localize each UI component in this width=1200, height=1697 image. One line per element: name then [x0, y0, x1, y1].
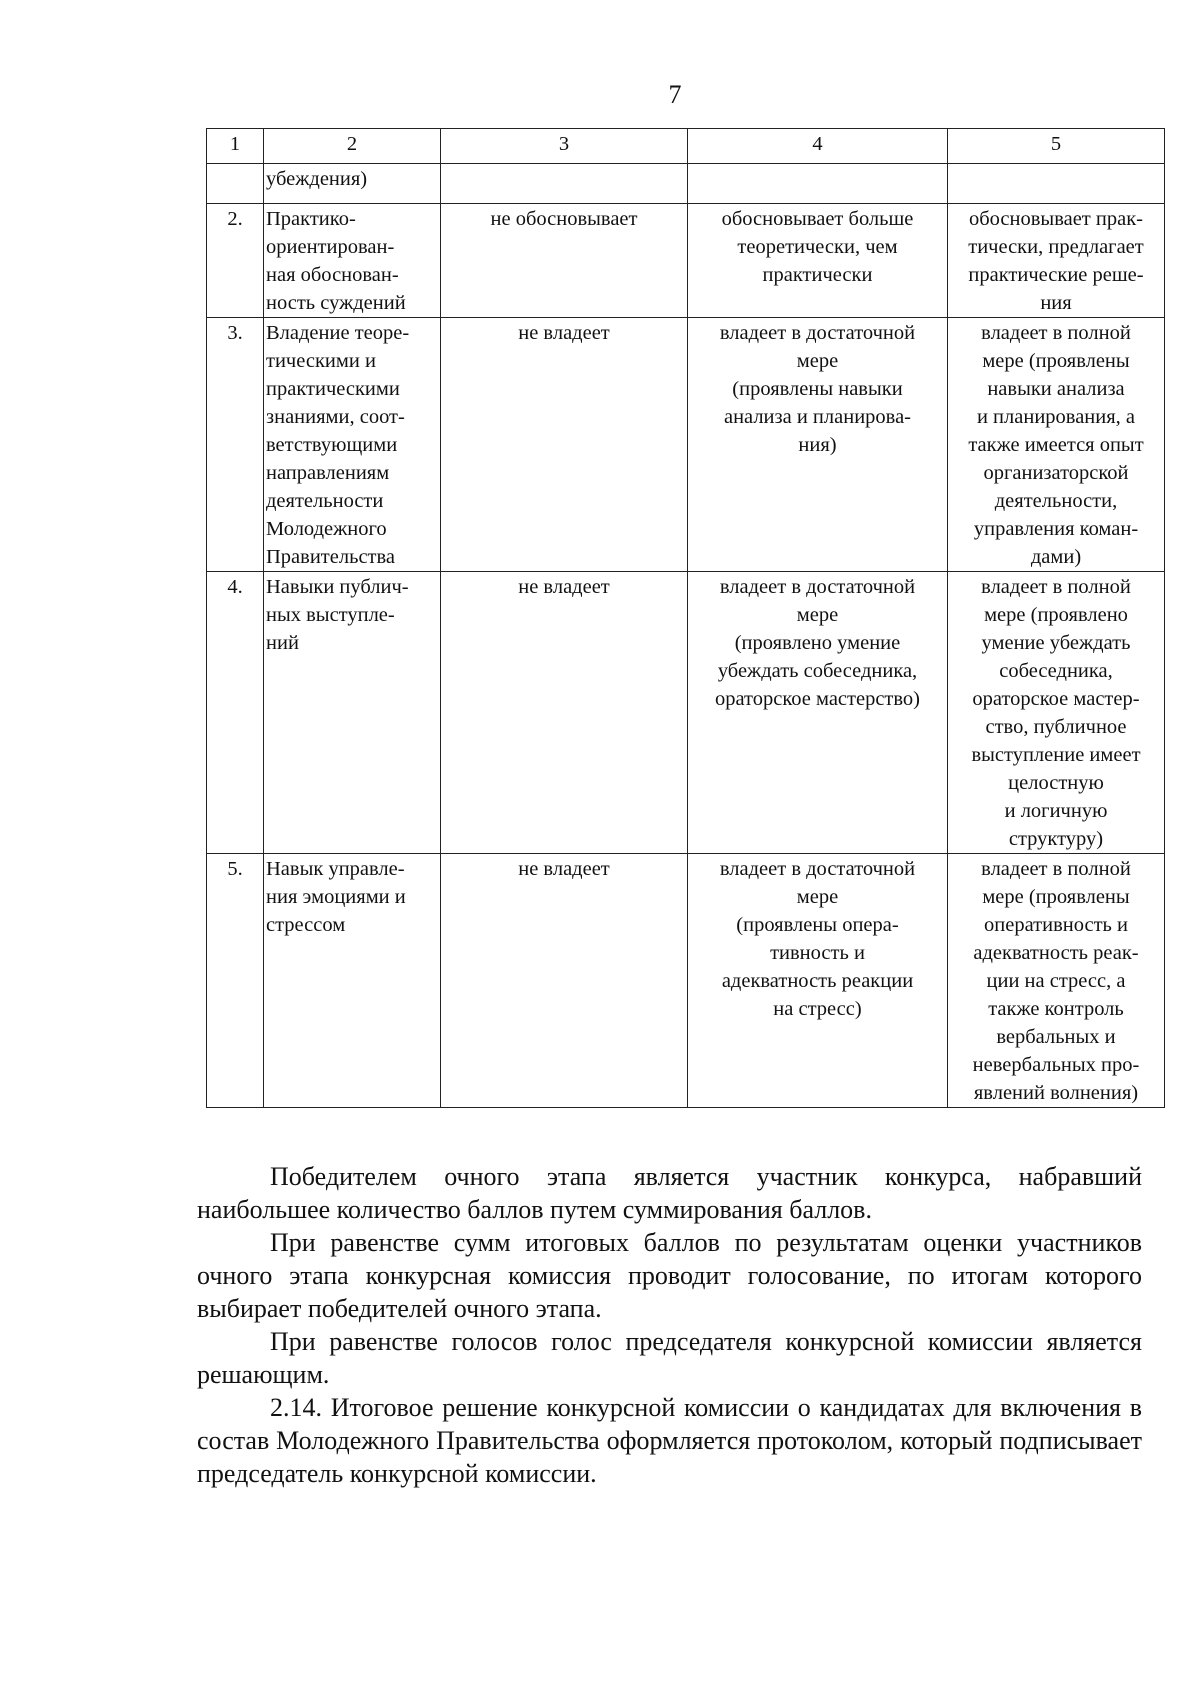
criteria-table	[206, 128, 1165, 1108]
cell-level-0	[441, 164, 688, 204]
cell-level-2: владеет в полной мере (проявлены навыки анализа и планирования, а также имеется опыт организаторской деятельности, управления коман- дами)	[948, 318, 1165, 572]
cell-criterion: Навык управле- ния эмоциями и стрессом	[264, 854, 441, 1108]
cell-level-0: не владеет	[441, 318, 688, 572]
paragraph-tie-votes: При равенстве голосов голос председателя конкурсной комиссии является решающим.	[197, 1327, 1142, 1389]
cell-level-1: владеет в достаточной мере (проявлено умение убеждать собеседника, ораторское мастерство)	[688, 572, 948, 854]
cell-level-0: не владеет	[441, 854, 688, 1108]
table-body	[207, 164, 1165, 1108]
column-header-4: 4	[688, 129, 948, 164]
cell-level-1: обосновывает больше теоретически, чем практически	[688, 204, 948, 318]
table-row	[207, 204, 1165, 318]
table-row	[207, 164, 1165, 204]
cell-number: 3.	[207, 318, 264, 572]
table-row	[207, 318, 1165, 572]
paragraph-winner: Победителем очного этапа является участник конкурса, набравший наибольшее количество баллов путем суммирования баллов.	[197, 1162, 1142, 1224]
page-number: 7	[668, 80, 682, 109]
cell-level-2: обосновывает прак- тически, предлагает практические реше- ния	[948, 204, 1165, 318]
column-header-1: 1	[207, 129, 264, 164]
cell-criterion: Практико- ориентирован- ная обоснован- ность суждений	[264, 204, 441, 318]
cell-criterion: Навыки публич- ных выступле- ний	[264, 572, 441, 854]
cell-level-0: не обосновывает	[441, 204, 688, 318]
cell-number: 5.	[207, 854, 264, 1108]
cell-level-0: не владеет	[441, 572, 688, 854]
paragraph-final-decision: 2.14. Итоговое решение конкурсной комиссии о кандидатах для включения в состав Молодежного Правительства оформляется протоколом, который подписывает председатель конкурсной комиссии.	[197, 1393, 1142, 1488]
cell-level-1: владеет в достаточной мере (проявлены навыки анализа и планирова- ния)	[688, 318, 948, 572]
column-header-2: 2	[264, 129, 441, 164]
cell-level-1	[688, 164, 948, 204]
table-row	[207, 854, 1165, 1108]
body-text	[197, 1160, 1142, 1490]
cell-criterion: Владение теоре- тическими и практическими знаниями, соот- ветствующими направлениям деятельности Молодежного Правительства	[264, 318, 441, 572]
column-header-3: 3	[441, 129, 688, 164]
cell-number	[207, 164, 264, 204]
cell-level-2: владеет в полной мере (проявлено умение убеждать собеседника, ораторское мастер- ство, публичное выступление имеет целостную и логичную структуру)	[948, 572, 1165, 854]
cell-criterion: убеждения)	[264, 164, 441, 204]
paragraph-tie-scores: При равенстве сумм итоговых баллов по результатам оценки участников очного этапа конкурсная комиссия проводит голосование, по итогам которого выбирает победителей очного этапа.	[197, 1228, 1142, 1323]
table-row	[207, 572, 1165, 854]
cell-level-2	[948, 164, 1165, 204]
cell-number: 2.	[207, 204, 264, 318]
cell-level-2: владеет в полной мере (проявлены оперативность и адекватность реак- ции на стресс, а также контроль вербальных и невербальных про- явлений волнения)	[948, 854, 1165, 1108]
cell-level-1: владеет в достаточной мере (проявлены опера- тивность и адекватность реакции на стресс)	[688, 854, 948, 1108]
cell-number: 4.	[207, 572, 264, 854]
table-header-row	[207, 129, 1165, 164]
column-header-5: 5	[948, 129, 1165, 164]
